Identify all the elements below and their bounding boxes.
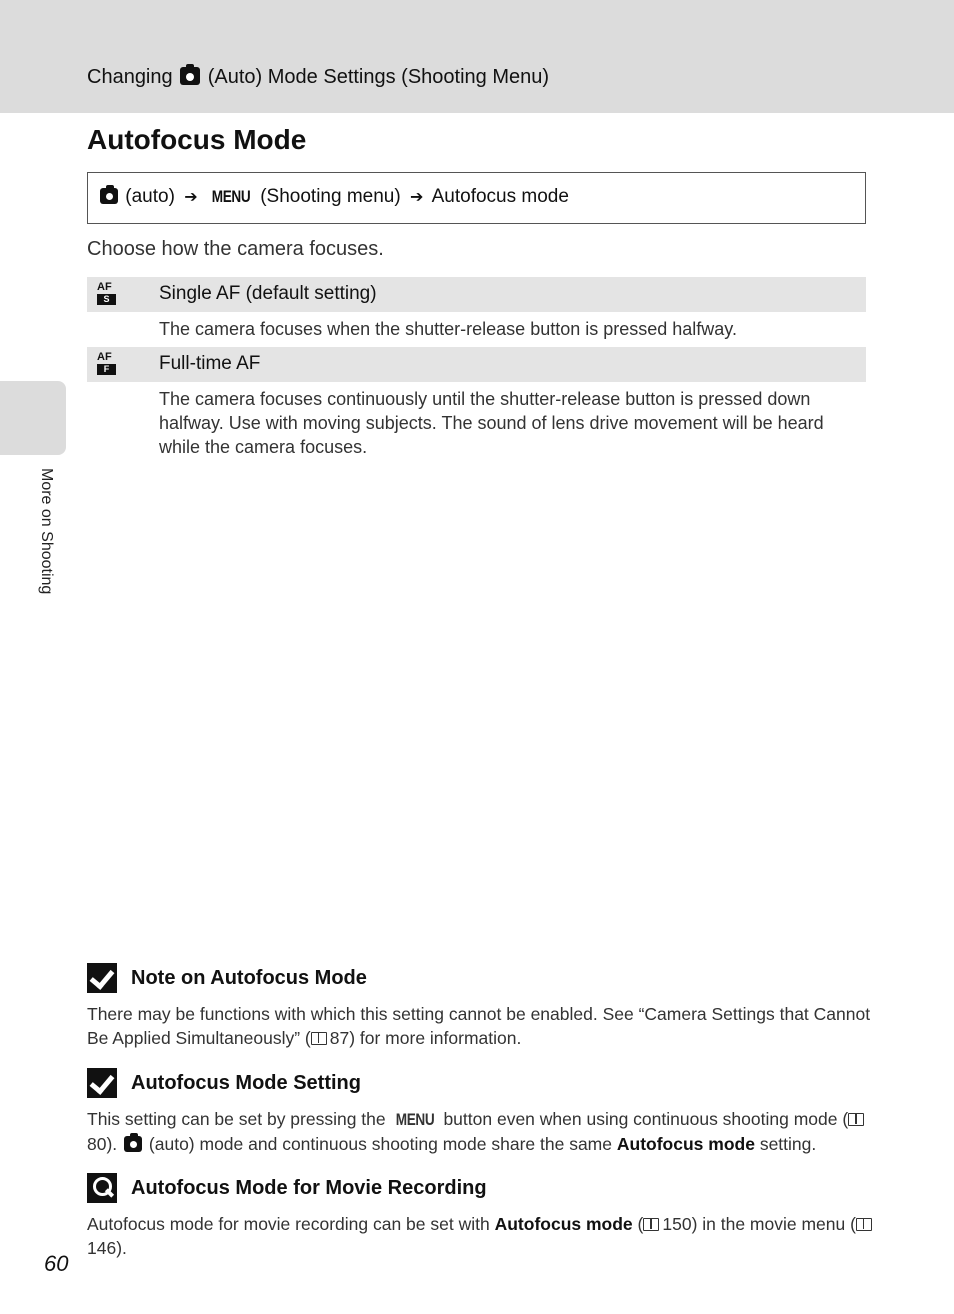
note-text: ). [116,1238,127,1258]
note-text: There may be functions with which this setting cannot be enabled. See “Camera Settings that Cannot Be Applied Simultaneously” ( [87,1004,871,1048]
page-reference: 150 [662,1214,692,1234]
check-icon [87,1068,117,1098]
book-reference-icon [848,1113,864,1126]
note-text: button even when using continuous shooting mode ( [443,1109,849,1129]
note-body [87,1002,877,1050]
running-header [87,66,549,89]
note-text: Autofocus mode for movie recording can be set with [87,1214,490,1234]
camera-auto-icon [180,67,200,85]
page-reference: 87 [329,1028,350,1048]
note-text: (auto) mode and continuous shooting mode share the same [148,1134,612,1154]
note-bold-term: Autofocus mode [616,1134,755,1154]
option-row-single-af [87,277,866,312]
header-text-start: Changing [87,66,173,88]
option-label: Full-time AF [159,353,261,374]
note-text: ). [106,1134,118,1154]
note-heading [87,1068,361,1098]
note-heading [87,963,367,993]
af-s-icon [97,282,117,306]
arrow-right-icon: ➔ [409,189,424,206]
section-tab-label: More on Shooting [38,468,55,595]
menu-path [98,186,569,208]
page-reference: 80 [87,1134,107,1154]
book-reference-icon [311,1032,327,1045]
path-auto: (auto) [125,186,175,207]
option-label: Single AF (default setting) [159,283,377,304]
note-body [87,1212,877,1260]
af-icon-mode: S [97,294,116,305]
note-heading [87,1173,487,1203]
note-title: Autofocus Mode for Movie Recording [131,1176,487,1199]
af-f-icon [97,352,117,376]
camera-auto-icon [124,1136,142,1152]
arrow-right-icon: ➔ [184,189,198,206]
af-icon-mode: F [97,364,116,375]
header-text-end: (Auto) Mode Settings (Shooting Menu) [207,66,550,88]
book-reference-icon [643,1218,659,1231]
path-item: Autofocus mode [431,186,569,207]
menu-path-box [87,172,866,224]
note-text: This setting can be set by pressing the [87,1109,386,1129]
note-text: ) in the movie menu ( [691,1214,856,1234]
note-body [87,1107,877,1156]
note-text: ) for more information. [349,1028,522,1048]
af-icon-text: AF [97,281,112,293]
note-title: Autofocus Mode Setting [131,1071,361,1094]
note-text: setting. [759,1134,817,1154]
option-description: The camera focuses when the shutter-release button is pressed halfway. [159,319,737,339]
book-reference-icon [856,1218,872,1231]
camera-auto-icon [100,188,118,204]
note-title: Note on Autofocus Mode [131,966,367,989]
header-band [0,0,954,113]
movie-icon [87,1173,117,1203]
intro-text: Choose how the camera focuses. [87,238,384,260]
note-text: ( [637,1214,644,1234]
page-title: Autofocus Mode [87,124,307,155]
note-bold-term: Autofocus mode [494,1214,633,1234]
option-row-full-time-af [87,347,866,382]
menu-button-glyph: MENU [211,187,251,206]
page-reference: 146 [87,1238,117,1258]
menu-button-glyph: MENU [395,1110,434,1129]
check-icon [87,963,117,993]
af-icon-text: AF [97,351,112,363]
section-tab [0,381,66,455]
path-shooting-menu: (Shooting menu) [260,186,401,207]
page-number: 60 [44,1251,69,1276]
option-description: The camera focuses continuously until the shutter-release button is pressed down halfway. Use with moving subjects. The sound of lens drive movement will be heard while the camera focuses. [159,389,824,457]
